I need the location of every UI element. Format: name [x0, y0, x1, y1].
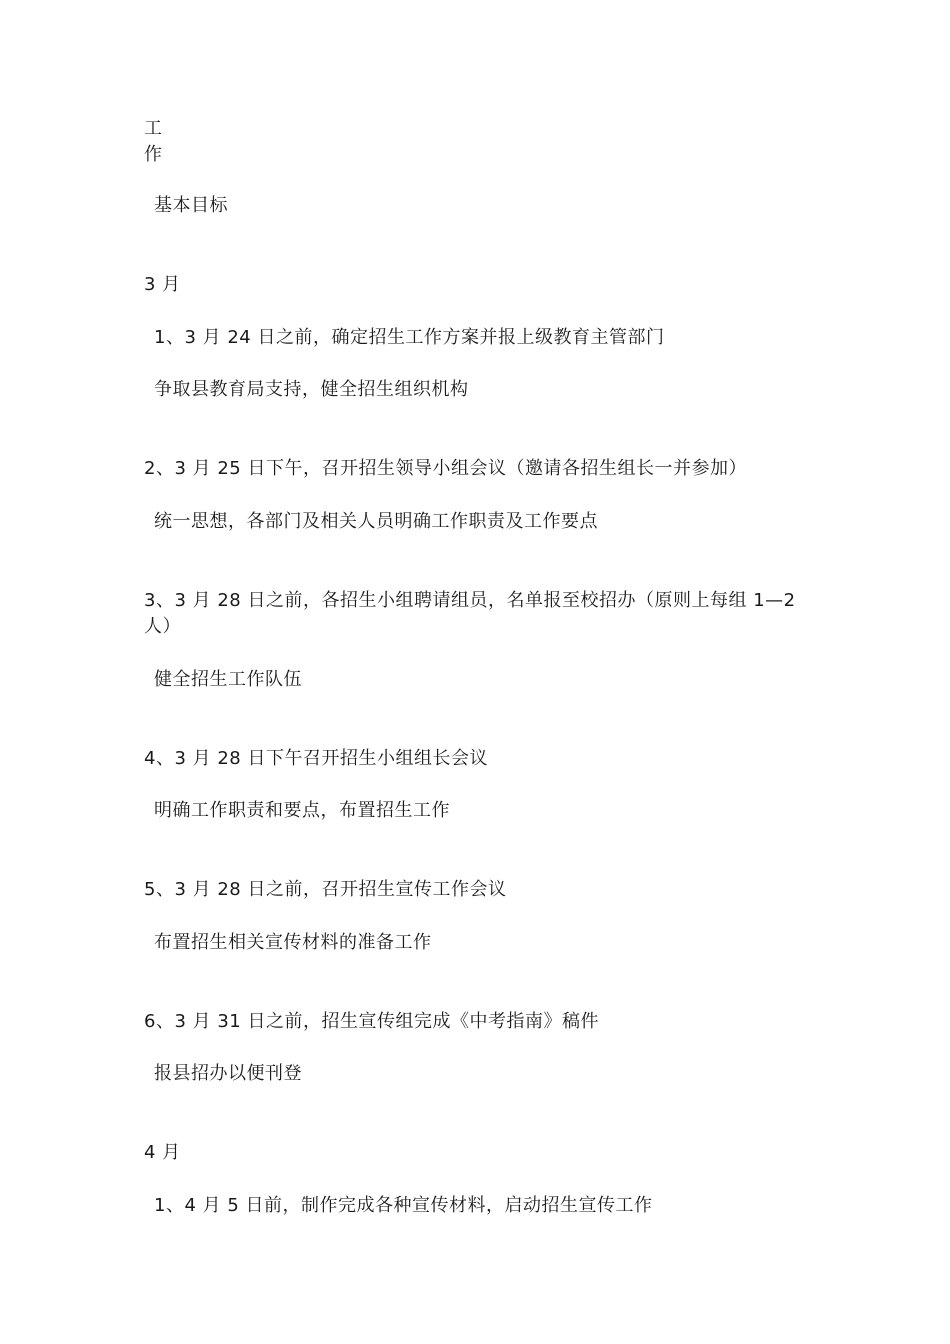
task-item-3-line-1: 3、3 月 28 日之前，各招生小组聘请组员，名单报至校招办（原则上每组 1—2	[144, 590, 796, 611]
task-item-4: 4、3 月 28 日下午召开招生小组组长会议	[144, 748, 488, 769]
goal-item-6: 报县招办以便刊登	[154, 1063, 302, 1084]
goal-item-1: 争取县教育局支持，健全招生组织机构	[154, 379, 469, 400]
task-item-2: 2、3 月 25 日下午，召开招生领导小组会议（邀请各招生组长一并参加）	[144, 458, 747, 479]
task-item-3-line-2: 人）	[144, 616, 181, 637]
task-item-1: 1、3 月 24 日之前，确定招生工作方案并报上级教育主管部门	[154, 327, 665, 348]
column-header-char-1: 工	[144, 118, 162, 139]
goal-item-2: 统一思想，各部门及相关人员明确工作职责及工作要点	[154, 511, 598, 532]
month-heading-april: 4 月	[144, 1142, 181, 1163]
column-header-char-2: 作	[144, 144, 162, 165]
month-heading-march: 3 月	[144, 274, 181, 295]
goal-item-3: 健全招生工作队伍	[154, 669, 302, 690]
goal-column-header: 基本目标	[154, 195, 228, 216]
task-item-6: 6、3 月 31 日之前，招生宣传组完成《中考指南》稿件	[144, 1011, 599, 1032]
goal-item-5: 布置招生相关宣传材料的准备工作	[154, 932, 432, 953]
task-item-april-1: 1、4 月 5 日前，制作完成各种宣传材料，启动招生宣传工作	[154, 1195, 653, 1216]
task-item-5: 5、3 月 28 日之前，召开招生宣传工作会议	[144, 879, 507, 900]
goal-item-4: 明确工作职责和要点，布置招生工作	[154, 800, 450, 821]
